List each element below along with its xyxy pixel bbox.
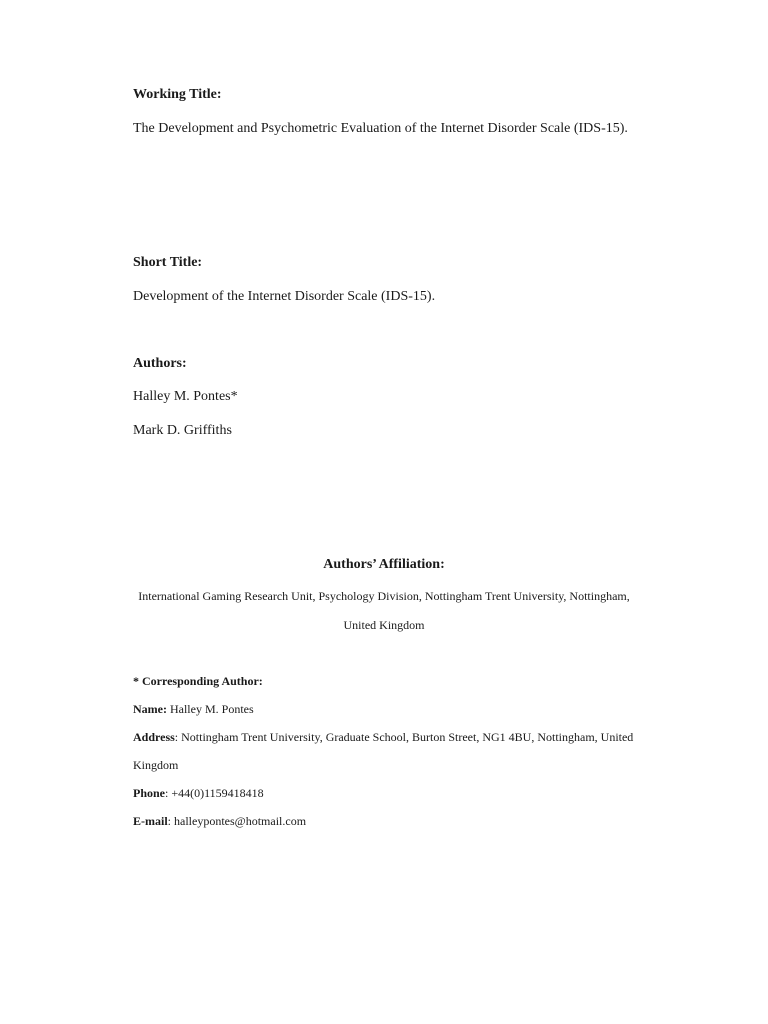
name-label: Name: xyxy=(133,702,167,716)
corresponding-author-label: * Corresponding Author: xyxy=(133,674,263,688)
author-name-1: Halley M. Pontes* xyxy=(133,389,238,404)
corresponding-phone-row xyxy=(133,786,264,800)
email-label: E-mail xyxy=(133,814,168,828)
corresponding-email-row xyxy=(133,814,306,828)
author-name-2: Mark D. Griffiths xyxy=(133,423,232,438)
working-title-label: Working Title: xyxy=(133,87,222,102)
corresponding-address-row xyxy=(133,730,633,744)
email-value: : halleypontes@hotmail.com xyxy=(167,814,307,828)
address-value: : Nottingham Trent University, Graduate School, Burton Street, NG1 4BU, Nottingham, United xyxy=(174,730,634,744)
affiliation-line-1: International Gaming Research Unit, Psychology Division, Nottingham Trent University, Nottingham, xyxy=(138,589,630,603)
authors-label: Authors: xyxy=(133,356,187,371)
affiliation-line-2: United Kingdom xyxy=(343,618,425,632)
working-title-text: The Development and Psychometric Evaluation of the Internet Disorder Scale (IDS-15). xyxy=(133,121,628,136)
corresponding-name-row xyxy=(133,702,254,716)
short-title-label: Short Title: xyxy=(133,255,203,270)
phone-label: Phone xyxy=(133,786,166,800)
short-title-text: Development of the Internet Disorder Scale (IDS-15). xyxy=(133,289,436,304)
phone-value: : +44(0)1159418418 xyxy=(165,786,264,800)
address-value-continued: Kingdom xyxy=(133,758,179,772)
address-label: Address xyxy=(133,730,175,744)
name-value: Halley M. Pontes xyxy=(166,702,254,716)
affiliation-label: Authors’ Affiliation: xyxy=(323,557,445,572)
